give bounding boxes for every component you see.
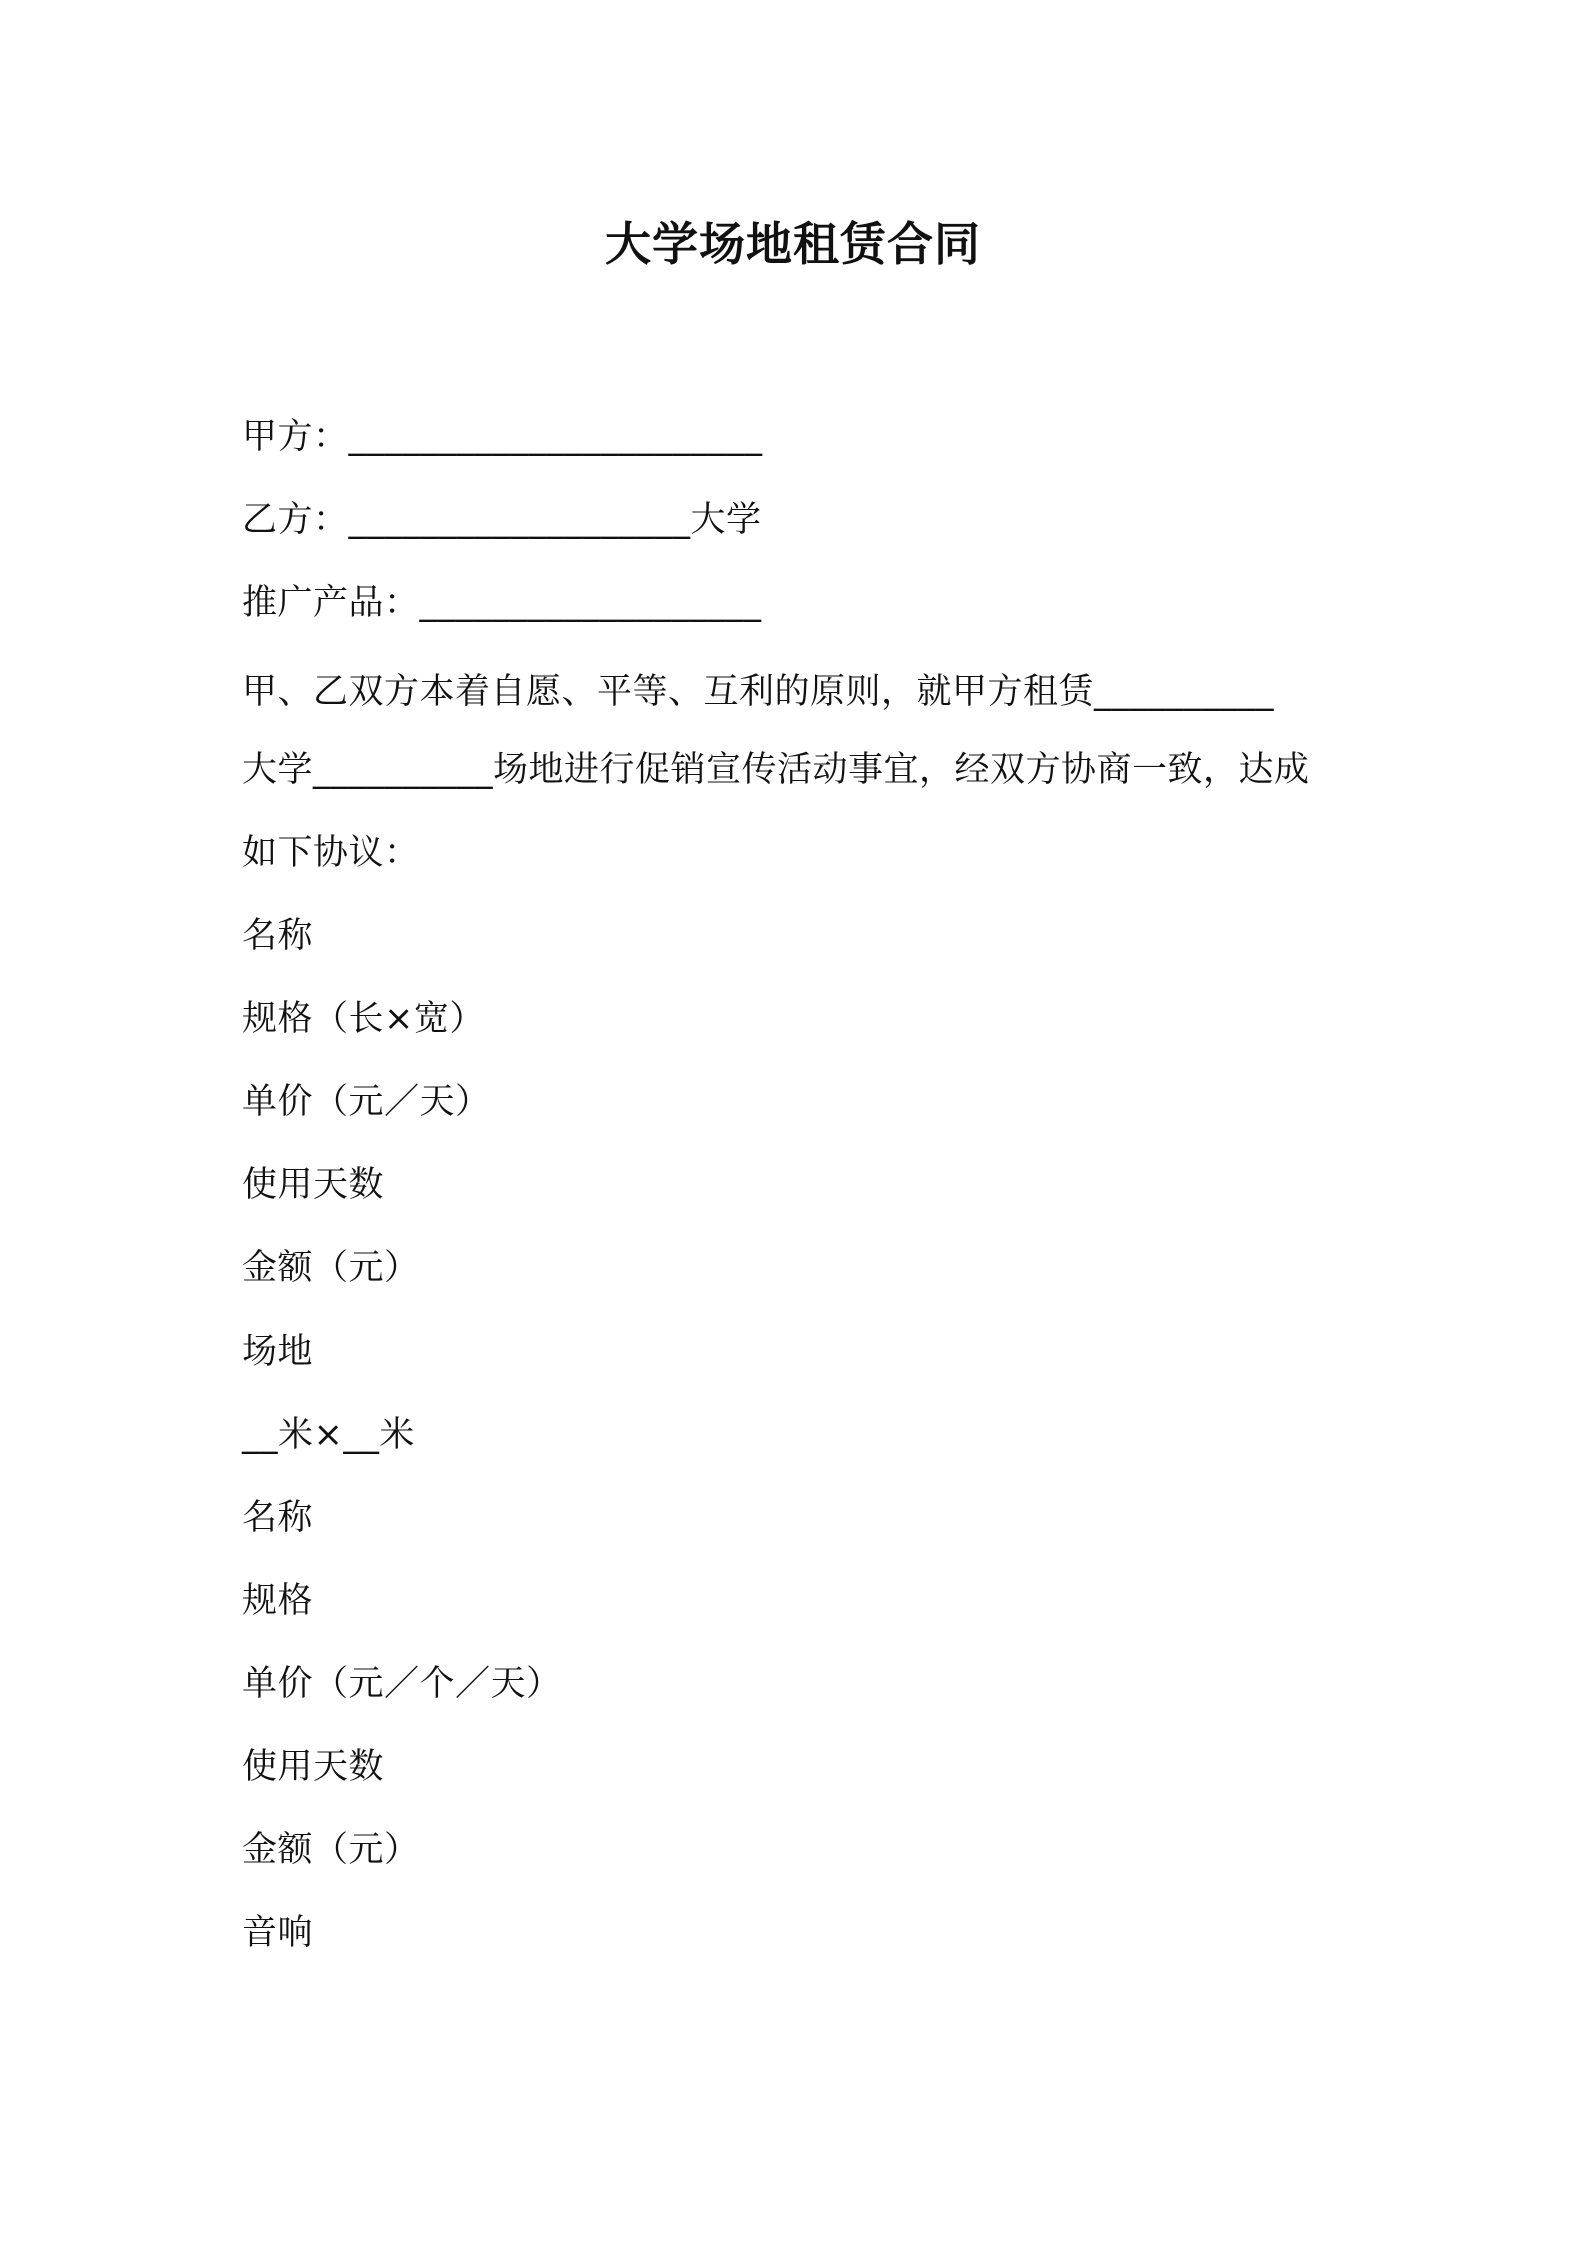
item-spec-label-2: 规格 [242, 1581, 314, 1621]
intro-paragraph-line-1: 甲、乙双方本着自愿、平等、互利的原则，就甲方租赁__________ [242, 672, 1275, 712]
item-venue-size: __米×__米 [242, 1415, 415, 1455]
item-amount-label: 金额（元） [242, 1248, 420, 1288]
document-title: 大学场地租赁合同 [605, 217, 981, 271]
item-spec-label: 规格（长×宽） [242, 999, 485, 1039]
item-days-label-2: 使用天数 [242, 1747, 385, 1787]
item-days-label: 使用天数 [242, 1165, 385, 1205]
item-unit-price-label: 单价（元／天） [242, 1082, 491, 1122]
intro-paragraph-line-2: 大学__________场地进行促销宣传活动事宜，经双方协商一致，达成 [242, 750, 1310, 790]
party-a-line: 甲方：_______________________ [242, 417, 763, 457]
item-amount-label-2: 金额（元） [242, 1830, 420, 1870]
party-b-line: 乙方：___________________大学 [242, 500, 762, 540]
item-unit-price-label-2: 单价（元／个／天） [242, 1664, 562, 1704]
item-audio-label: 音响 [242, 1913, 314, 1953]
item-name-label: 名称 [242, 916, 314, 956]
product-line: 推广产品：___________________ [242, 583, 762, 623]
item-venue-label: 场地 [242, 1332, 314, 1372]
item-name-label-2: 名称 [242, 1498, 314, 1538]
intro-paragraph-line-3: 如下协议： [242, 833, 420, 873]
